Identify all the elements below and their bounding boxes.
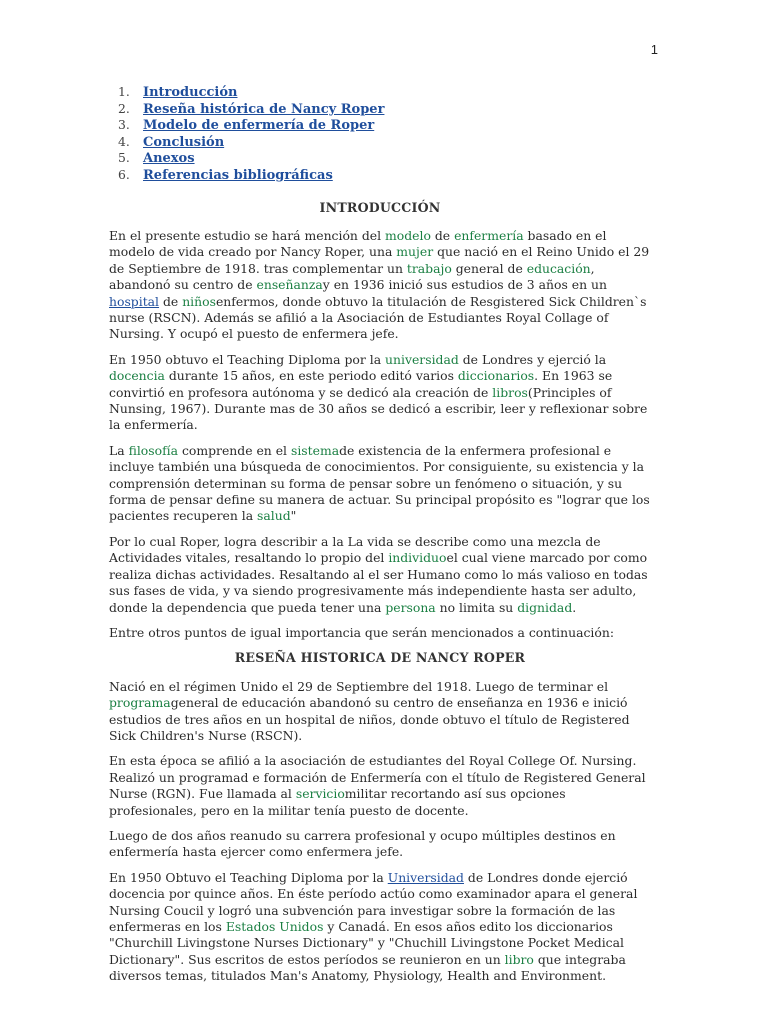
- keyword-link[interactable]: trabajo: [406, 260, 452, 276]
- keyword-link[interactable]: persona: [385, 599, 436, 615]
- keyword-link[interactable]: sistema: [290, 442, 340, 458]
- paragraph-text: que integraba diversos temas, titulados Man's Anatomy, Physiology, Health and Environment.: [109, 951, 626, 984]
- paragraph: [109, 625, 651, 641]
- keyword-link[interactable]: filosofía: [128, 442, 179, 458]
- paragraph-text: militar recortando así sus opciones profesionales, pero en la militar tenía puesto de docente.: [109, 786, 566, 818]
- keyword-link[interactable]: dignidad: [517, 599, 573, 615]
- keyword-link[interactable]: servicio: [295, 786, 345, 802]
- toc-link-conclusion[interactable]: Conclusión: [143, 134, 225, 150]
- paragraph: [109, 828, 651, 861]
- paragraph: [109, 352, 651, 434]
- paragraph-text: Luego de dos años reanudo su carrera profesional y ocupo múltiples destinos en enfermería hasta ejercer como enfermera jefe.: [109, 827, 616, 860]
- paragraph: [109, 679, 651, 745]
- paragraph-text: La: [109, 442, 129, 458]
- keyword-link[interactable]: enfermería: [454, 227, 524, 243]
- paragraph-text: de: [430, 227, 455, 243]
- toc-item: [109, 117, 651, 134]
- keyword-link[interactable]: docencia: [109, 368, 165, 384]
- paragraph-text: general de educación abandonó su centro de enseñanza en 1936 e inició estudios de tres años en un hospital de niños, donde obtuvo el título de Registered Sick Children's Nurse (RSCN).: [109, 695, 630, 743]
- keyword-link[interactable]: libro: [504, 951, 534, 967]
- toc-number: 3.: [118, 117, 130, 133]
- keyword-link[interactable]: individuo: [388, 550, 447, 566]
- keyword-link[interactable]: educación: [526, 260, 591, 276]
- keyword-link[interactable]: diccionarios: [457, 368, 535, 384]
- history-section: [109, 679, 651, 985]
- paragraph-text: , abandonó su centro de: [109, 260, 595, 293]
- toc-item: [109, 150, 651, 167]
- paragraph-text: de Londres y ejerció la: [458, 351, 607, 367]
- toc-item: [109, 84, 651, 101]
- paragraph-text: general de: [451, 260, 527, 276]
- paragraph-text: que nació en el Reino Unido el 29 de Septiembre de 1918. tras complementar un: [109, 244, 650, 276]
- intro-heading: INTRODUCCIÓN: [319, 199, 441, 215]
- paragraph-text: En el presente estudio se hará mención del: [109, 227, 386, 243]
- keyword-link[interactable]: libros: [492, 384, 528, 400]
- hyperlink[interactable]: Universidad: [387, 869, 464, 885]
- keyword-link[interactable]: universidad: [385, 351, 459, 367]
- table-of-contents: [109, 84, 651, 184]
- keyword-link[interactable]: mujer: [396, 244, 434, 260]
- paragraph-text: . En 1963 se convirtió en profesora autónoma y se dedicó ala creación de: [109, 368, 613, 400]
- paragraph-text: y en 1936 inició sus estudios de 3 años en un: [322, 277, 607, 293]
- paragraph-text: Por lo cual Roper, logra describir a la La vida se describe como una mezcla de Actividades vitales, resaltando lo propio del: [109, 533, 601, 566]
- keyword-link[interactable]: programa: [109, 695, 171, 711]
- paragraph: [109, 534, 651, 616]
- paragraph-text: comprende en el: [178, 442, 291, 458]
- paragraph-text: el cual viene marcado por como realiza dichas actividades. Resaltando al el ser Humano como lo más valioso en todas sus fases de vida, y va siendo progresivamente más independiente hasta ser adulto, donde la dependencia que pueda tener una: [109, 550, 648, 615]
- paragraph: [109, 228, 651, 343]
- history-heading: RESEÑA HISTORICA DE NANCY ROPER: [234, 650, 526, 666]
- paragraph: [109, 443, 651, 525]
- intro-section: [109, 228, 651, 641]
- toc-number: 1.: [118, 84, 130, 99]
- toc-item: [109, 134, 651, 151]
- paragraph-text: ": [290, 508, 297, 524]
- paragraph-text: de: [159, 293, 183, 309]
- paragraph: [109, 753, 651, 819]
- toc-link-referencias[interactable]: Referencias bibliográficas: [143, 167, 333, 183]
- keyword-link[interactable]: Estados Unidos: [225, 919, 324, 934]
- document-body: [109, 84, 651, 994]
- paragraph-text: Entre otros puntos de igual importancia que serán mencionados a continuación:: [109, 624, 615, 640]
- hyperlink[interactable]: hospital: [109, 293, 160, 309]
- paragraph-text: En esta época se afilió a la asociación de estudiantes del Royal College Of. Nursing. Realizó un programad e formación de Enfermería con el título de Registered General Nurse (RGN). Fue llamada al: [109, 753, 646, 802]
- paragraph-text: de existencia de la enfermera profesional e incluye también una búsqueda de conocimientos. Por consiguiente, su existencia y la comprensión determinan su forma de pensar sobre un fenómeno o situación, y su forma de pensar define su manera de actuar. Su principal propósito es "lograr que los pacientes recuperen la: [109, 442, 650, 524]
- paragraph-text: durante 15 años, en este periodo editó varios: [164, 368, 458, 384]
- keyword-link[interactable]: salud: [257, 508, 291, 524]
- toc-item: [109, 101, 651, 118]
- toc-link-anexos[interactable]: Anexos: [143, 151, 195, 167]
- page-number: 1: [650, 42, 658, 57]
- paragraph-text: basado en el modelo de vida creado por Nancy Roper, una: [109, 227, 607, 260]
- paragraph-text: En 1950 Obtuvo el Teaching Diploma por la: [109, 869, 388, 885]
- toc-number: 4.: [118, 133, 130, 149]
- toc-item: [109, 167, 651, 184]
- paragraph-text: .: [572, 599, 577, 615]
- toc-number: 2.: [118, 100, 130, 116]
- toc-link-introduccion[interactable]: Introducción: [143, 85, 238, 100]
- paragraph-text: enfermos, donde obtuvo la titulación de Resgistered Sick Children`s nurse (RSCN). Además se afilió a la Asociación de Estudiantes Royal Collage of Nursing. Y ocupó el puesto de enfermera jefe.: [109, 293, 647, 342]
- keyword-link[interactable]: enseñanza: [256, 277, 323, 293]
- paragraph-text: de Londres donde ejerció docencia por quince años. En éste período actúo como examinador apara el general Nursing Coucil y logró una subvención para investigar sobre la formación de las enfermeras en los: [109, 869, 638, 934]
- toc-number: 5.: [118, 150, 130, 166]
- toc-link-modelo[interactable]: Modelo de enfermería de Roper: [143, 118, 375, 134]
- paragraph-text: (Principles of Nunsing, 1967). Durante mas de 30 años se dedicó a escribir, leer y reflexionar sobre la enfermería.: [109, 384, 648, 433]
- paragraph: [109, 870, 651, 985]
- paragraph-text: no limita su: [435, 599, 518, 615]
- toc-number: 6.: [118, 166, 130, 182]
- paragraph-text: En 1950 obtuvo el Teaching Diploma por la: [109, 351, 386, 367]
- keyword-link[interactable]: modelo: [385, 227, 431, 243]
- toc-link-resena[interactable]: Reseña histórica de Nancy Roper: [143, 101, 385, 117]
- paragraph-text: y Canadá. En esos años edito los diccionarios "Churchill Livingstone Nurses Dictionary" y "Chuchill Livingstone Pocket Medical Dictionary". Sus escritos de estos períodos se reunieron en un: [109, 919, 624, 967]
- keyword-link[interactable]: niños: [182, 293, 216, 309]
- paragraph-text: Nació en el régimen Unido el 29 de Septiembre del 1918. Luego de terminar el: [109, 678, 609, 694]
